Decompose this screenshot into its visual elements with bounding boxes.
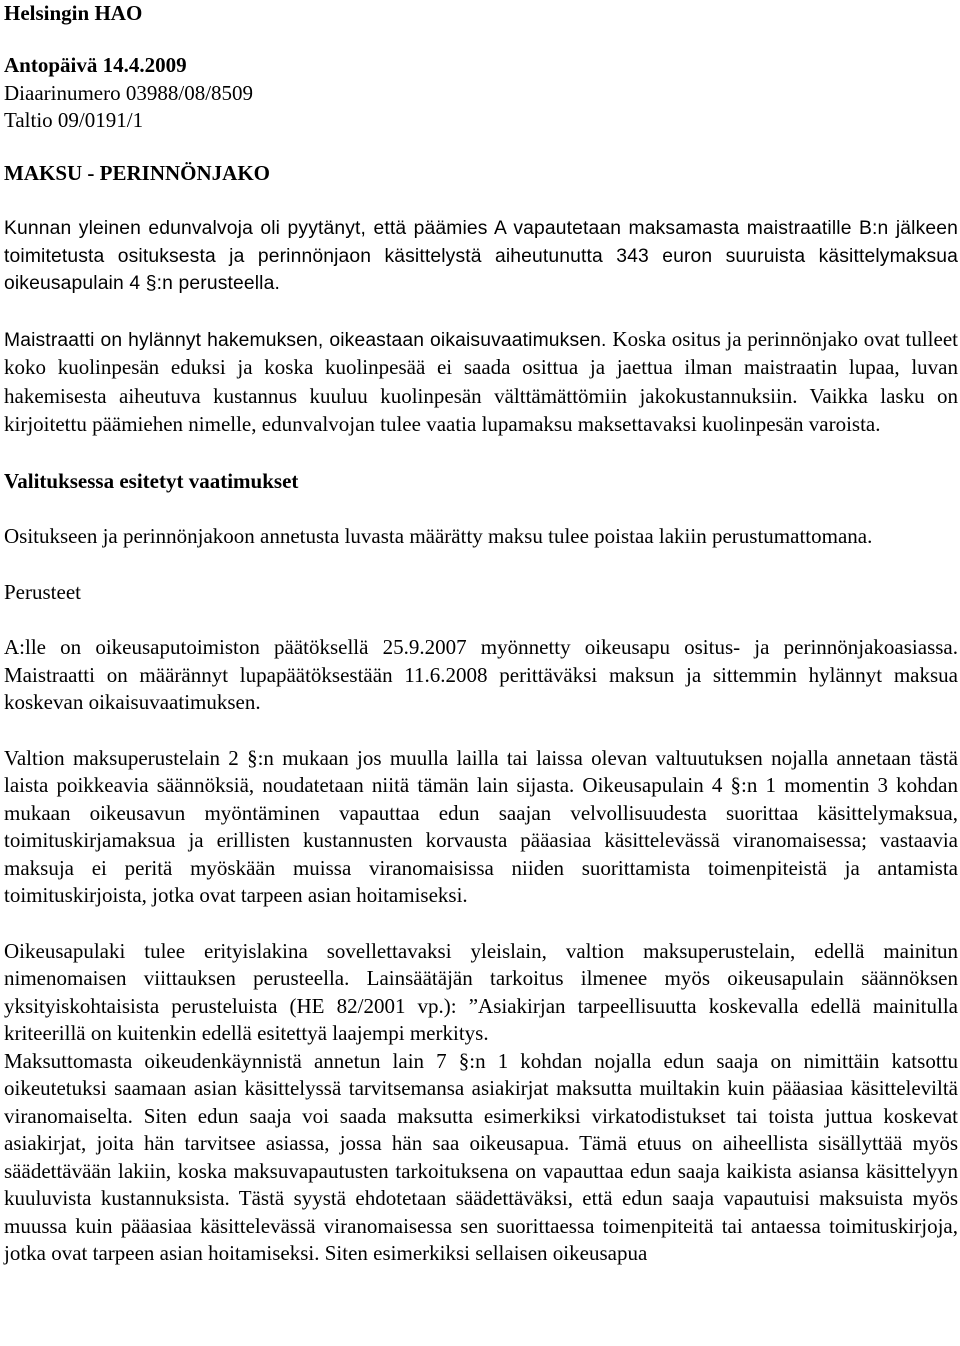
document-page xyxy=(4,0,958,1268)
paragraph-special-law: Oikeusapulaki tulee erityislakina sovellettavaksi yleislain, valtion maksuperustelain, edellä mainitun nimenomaisen viittauksen perusteella. Lainsäätäjän tarkoitus ilmenee myös oikeusapulain säännöksen yksityiskohtaisista perusteluista (HE 82/2001 vp.): ”Asiakirjan tarpeellisuutta koskevalla edellä mainitulla kriteerillä on kuitenkin edellä esitettyä laajempi merkitys. xyxy=(4,938,958,1045)
court-name: Helsingin HAO xyxy=(4,1,143,25)
paragraph-fee-law: Valtion maksuperustelain 2 §:n mukaan jos muulla lailla tai laissa olevan valtuutuksen nojalla annetaan tästä laista poikkeavia säännöksiä, noudatetaan niitä tämän lain sijasta. Oikeusapulain 4 §:n 1 momentin 3 kohdan mukaan oikeusavun myöntäminen vapauttaa edun saajan velvollisuudesta suorittaa käsittelymaksua, toimituskirjamaksua ja erillisten kustannusten korvausta pääasiaa käsittelevässä viranomaisessa; vastaavia maksuja ei peritä myöskään muissa viranomaisissa niiden suorittamista toimenpiteistä ja antamista toimituskirjoista, jotka ovat tarpeen asian hoitamiseksi. xyxy=(4,745,958,907)
section-heading-grounds: Perusteet xyxy=(4,579,81,604)
diary-number: Diaarinumero 03988/08/8509 xyxy=(4,80,254,105)
paragraph-registry-decision xyxy=(4,326,958,440)
record-number: Taltio 09/0191/1 xyxy=(4,108,144,132)
paragraph-claims: Ositukseen ja perinnönjakoon annetusta luvasta määrätty maksu tulee poistaa lakiin perustumattomana. xyxy=(4,524,873,548)
paragraph-request: Kunnan yleinen edunvalvoja oli pyytänyt, että päämies A vapautetaan maksamasta maistraatille B:n jälkeen toimitetusta osituksesta ja perinnönjaon käsittelystä aiheutunutta 343 euron suuruista käsittelymaksua oikeusapulain 4 §:n perusteella. xyxy=(4,218,958,294)
paragraph-legal-aid: A:lle on oikeusaputoimiston päätöksellä 25.9.2007 myönnetty oikeusapu ositus- ja perinnönjakoasiassa. Maistraatti on määrännyt lupapäätöksestään 11.6.2008 perittäväksi maksun ja sittemmin hylännyt maksua koskevan oikaisuvaatimuksen. xyxy=(4,635,958,714)
paragraph-free-trial-law: Maksuttomasta oikeudenkäynnistä annetun lain 7 §:n 1 kohdan nojalla edun saaja on nimittäin katsottu oikeutetuksi saamaan asian käsittelyssä tarvitsemansa asiakirjat maksutta muiltakin kuin pääasiaa käsitteleviltä viranomaiselta. Siten edun saaja voi saada maksutta esimerkiksi virkatodistukset tai toista juttua koskevat asiakirjat, joita hän tarvitsee asiassa, jossa hän saa oikeusapua. Tämä etuus on aiheellista sisällyttää myös säädettävään lakiin, koska maksuvapautusten tarkoituksena on vapauttaa edun saaja kaikista asiansa käsittelyyn kuuluvista kustannuksista. Tästä syystä ehdotetaan säädettäväksi, että edun saaja vapautuisi maksuista myös muussa kuin pääasiaa käsittelevässä viranomaisessa sen suorittaessa toimenpiteitä tai antaessa toimituskirjoja, jotka ovat tarpeen asian hoitamiseksi. Siten esimerkiksi sellaisen oikeusapua xyxy=(4,1048,958,1265)
section-heading-claims: Valituksessa esitetyt vaatimukset xyxy=(4,468,299,493)
case-subject: MAKSU - PERINNÖNJAKO xyxy=(4,160,270,185)
registry-reasoning-text: Koska ositus ja perinnönjako ovat tulleet koko kuolinpesän eduksi ja koska kuolinpesää ei saada osittua ja jaettua ilman maistraatin lupaa, luvan hakemisesta aiheutuva kustannus kuuluu kuolinpesän välttämättömiin jakokustannuksiin. Vaikka lasku on kirjoitettu päämiehen nimelle, edunvalvojan tulee vaatia lupamaksu maksettavaksi kuolinpesän varoista. xyxy=(4,326,958,436)
registry-decision-text: Maistraatti on hylännyt hakemuksen, oikeastaan oikaisuvaatimuksen. xyxy=(4,329,607,351)
decision-date: Antopäivä 14.4.2009 xyxy=(4,53,187,77)
